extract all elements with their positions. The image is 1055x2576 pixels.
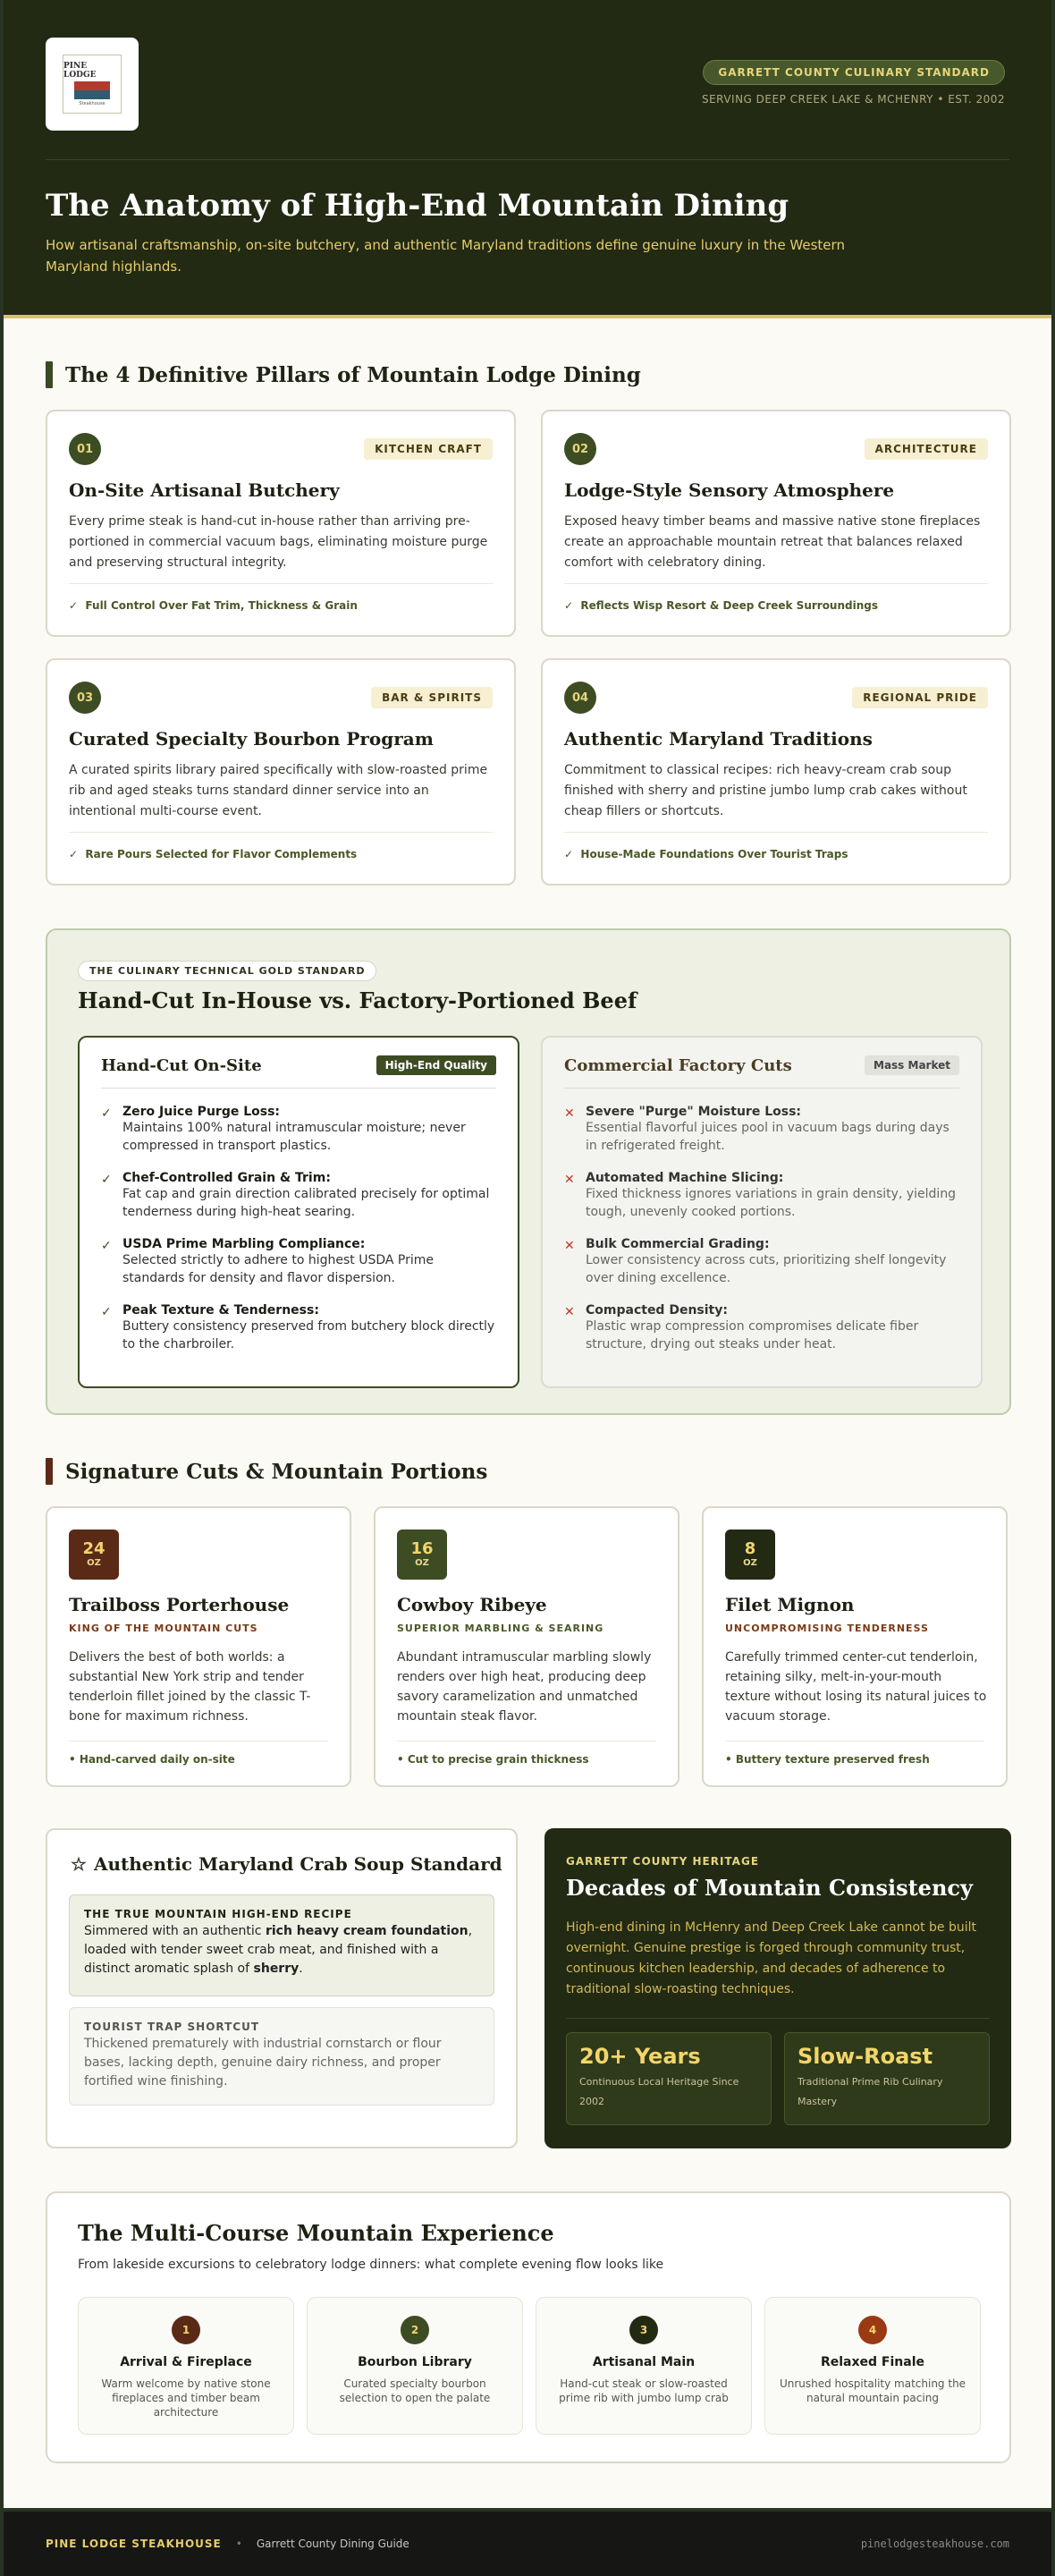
column-header [101, 1055, 496, 1089]
heritage-body: High-end dining in McHenry and Deep Creek Lake cannot be built overnight. Genuine prestige is forged through community trust, continuous kitchen leadership, and decades of adherence to traditional slow-roasting techniques. [566, 1920, 976, 1996]
cut-card [46, 1506, 351, 1787]
check-icon: ✓ [101, 1106, 112, 1121]
list-item [101, 1105, 496, 1155]
step-text: Warm welcome by native stone fireplaces and timber beam architecture [101, 2377, 271, 2419]
check-icon: ✓ [101, 1173, 112, 1187]
step-number: 4 [858, 2316, 887, 2344]
cuts-heading [46, 1458, 487, 1485]
pillar-number: 02 [564, 433, 596, 465]
footer-subtitle: Garrett County Dining Guide [256, 2538, 409, 2550]
experience-title: The Multi-Course Mountain Experience [78, 2220, 554, 2246]
stat-box [566, 2032, 772, 2125]
list-item [101, 1237, 496, 1287]
standard-badge: GARRETT COUNTY CULINARY STANDARD [703, 60, 1005, 85]
list-item [564, 1237, 959, 1287]
star-icon: ☆ [71, 1853, 87, 1875]
portion-unit: OZ [743, 1558, 757, 1568]
check-icon: ✓ [101, 1305, 112, 1319]
pillar-footnote-text: Reflects Wisp Resort & Deep Creek Surroundings [580, 599, 878, 612]
column-title: Commercial Factory Cuts [564, 1055, 792, 1075]
x-icon: ✕ [564, 1173, 575, 1187]
portion-badge [69, 1530, 119, 1580]
column-title: Hand-Cut On-Site [101, 1055, 262, 1075]
pillar-number: 03 [69, 682, 101, 714]
footer-brand: PINE LODGE STEAKHOUSE [46, 2538, 222, 2550]
pillar-tag: BAR & SPIRITS [371, 687, 493, 708]
footer-url-link[interactable]: pinelodgesteakhouse.com [860, 2538, 1009, 2550]
crab-soup-card [46, 1828, 518, 2148]
cut-title: Cowboy Ribeye [397, 1594, 547, 1615]
footer [4, 2508, 1051, 2576]
portion-badge [397, 1530, 447, 1580]
stat-value: 20+ Years [579, 2044, 701, 2069]
cut-title: Trailboss Porterhouse [69, 1594, 290, 1615]
true-recipe-text [84, 1922, 479, 1979]
pillar-footnote-text: House-Made Foundations Over Tourist Traps [580, 848, 848, 860]
text-segment: Simmered with an authentic [84, 1924, 266, 1938]
pillars-heading [46, 361, 641, 388]
x-icon: ✕ [564, 1239, 575, 1253]
portion-weight: 16 [410, 1539, 434, 1558]
portion-weight: 24 [82, 1539, 106, 1558]
pillar-divider [69, 583, 493, 584]
crab-soup-heading [71, 1853, 502, 1875]
item-text: Essential flavorful juices pool in vacuum bags during days in refrigerated freight. [586, 1121, 950, 1153]
item-text: Plastic wrap compression compromises delicate fiber structure, drying out steaks under heat. [586, 1319, 919, 1352]
pillar-footnote [69, 848, 357, 860]
step-text: Curated specialty bourbon selection to open the palate [339, 2377, 491, 2404]
pillar-card [46, 410, 516, 637]
cut-card [374, 1506, 679, 1787]
stat-box [784, 2032, 990, 2125]
pillar-tag: REGIONAL PRIDE [852, 687, 988, 708]
portion-weight: 8 [744, 1539, 756, 1558]
pillar-body: A curated spirits library paired specifically with slow-roasted prime rib and aged steaks turns standard dinner service into an intentional multi-course event. [69, 763, 488, 818]
tourist-trap-box [69, 2007, 494, 2106]
cut-footnote: • Hand-carved daily on-site [69, 1753, 235, 1766]
page-subtitle: How artisanal craftsmanship, on-site butchery, and authentic Maryland traditions define genuine luxury in the Western Maryland highlands. [46, 237, 845, 275]
item-heading: USDA Prime Marbling Compliance: [122, 1237, 366, 1251]
item-text: Selected strictly to adhere to highest USDA Prime standards for density and flavor dispersion. [122, 1253, 435, 1285]
check-icon: ✓ [564, 848, 581, 860]
item-heading: Peak Texture & Tenderness: [122, 1303, 319, 1318]
step-number: 1 [172, 2316, 200, 2344]
pillars-title: The 4 Definitive Pillars of Mountain Lodge Dining [65, 362, 641, 387]
cut-subtitle: SUPERIOR MARBLING & SEARING [397, 1623, 604, 1634]
standard-subtext: SERVING DEEP CREEK LAKE & MCHENRY • EST. 2002 [701, 93, 1005, 106]
true-recipe-box [69, 1894, 494, 1996]
cut-body: Delivers the best of both worlds: a substantial New York strip and tender tenderloin fillet joined by the classic T-bone for maximum richness. [69, 1650, 311, 1724]
pillar-footnote-text: Rare Pours Selected for Flavor Complements [85, 848, 358, 860]
cut-subtitle: UNCOMPROMISING TENDERNESS [725, 1623, 929, 1634]
comparison-badge: THE CULINARY TECHNICAL GOLD STANDARD [78, 961, 376, 981]
factory-cut-column [541, 1036, 983, 1388]
item-text: Fat cap and grain direction calibrated precisely for optimal tenderness during high-heat searing. [122, 1187, 490, 1219]
cut-footnote: • Buttery texture preserved fresh [725, 1753, 930, 1766]
comparison-title: Hand-Cut In-House vs. Factory-Portioned Beef [78, 987, 637, 1013]
item-text: Lower consistency across cuts, prioritizing shelf longevity over dining excellence. [586, 1253, 947, 1285]
pillar-title: Curated Specialty Bourbon Program [69, 728, 434, 750]
cuts-title: Signature Cuts & Mountain Portions [65, 1459, 488, 1484]
heritage-eyebrow: GARRETT COUNTY HERITAGE [566, 1855, 760, 1868]
x-icon: ✕ [564, 1305, 575, 1319]
pillar-footnote [69, 599, 358, 612]
page-title: The Anatomy of High-End Mountain Dining [46, 188, 789, 224]
item-heading: Automated Machine Slicing: [586, 1171, 784, 1185]
cut-body: Carefully trimmed center-cut tenderloin, retaining silky, melt-in-your-mouth texture without losing its natural juices to vacuum storage. [725, 1650, 987, 1724]
portion-unit: OZ [87, 1558, 101, 1568]
step-title: Relaxed Finale [820, 2355, 924, 2369]
logo-text: PINE LODGE [63, 62, 97, 80]
logo-subtext: Steakhouse [79, 101, 106, 106]
item-text: Maintains 100% natural intramuscular moisture; never compressed in transport plastics. [122, 1121, 466, 1153]
pillar-title: Authentic Maryland Traditions [564, 728, 873, 750]
step-text: Unrushed hospitality matching the natural mountain pacing [779, 2377, 966, 2404]
hand-cut-column [78, 1036, 519, 1388]
pillar-body: Commitment to classical recipes: rich heavy-cream crab soup finished with sherry and pristine jumbo lump crab cakes without cheap fillers or shortcuts. [564, 763, 967, 818]
stat-value: Slow-Roast [798, 2044, 933, 2069]
crab-soup-title: Authentic Maryland Crab Soup Standard [93, 1853, 502, 1875]
check-icon: ✓ [564, 599, 581, 612]
pillar-body: Exposed heavy timber beams and massive native stone fireplaces create an approachable mountain retreat that balances relaxed comfort with celebratory dining. [564, 514, 981, 570]
cut-subtitle: KING OF THE MOUNTAIN CUTS [69, 1623, 258, 1634]
cut-footnote: • Cut to precise grain thickness [397, 1753, 589, 1766]
logo[interactable] [46, 38, 139, 131]
pillar-card [541, 658, 1011, 886]
experience-subtitle: From lakeside excursions to celebratory lodge dinners: what complete evening flow looks like [78, 2258, 664, 2272]
experience-card [46, 2191, 1011, 2463]
experience-step [307, 2297, 523, 2435]
text-segment: . [299, 1962, 303, 1976]
step-text: Hand-cut steak or slow-roasted prime rib with jumbo lump crab [559, 2377, 729, 2404]
check-icon: ✓ [101, 1239, 112, 1253]
logo-mark [63, 55, 122, 114]
step-title: Artisanal Main [592, 2355, 696, 2369]
item-text: Buttery consistency preserved from butchery block directly to the charbroiler. [122, 1319, 495, 1352]
pillar-card [46, 658, 516, 886]
pillar-footnote [564, 848, 848, 860]
check-icon: ✓ [69, 848, 86, 860]
step-number: 3 [629, 2316, 658, 2344]
text-segment: , loaded with tender sweet crab meat, and finished with a distinct aromatic splash of [84, 1924, 473, 1976]
hero-header [4, 0, 1051, 318]
beef-comparison-panel [46, 928, 1011, 1415]
experience-step [536, 2297, 752, 2435]
heritage-card [544, 1828, 1011, 2148]
item-text: Fixed thickness ignores variations in grain density, yielding tough, unevenly cooked portions. [586, 1187, 957, 1219]
item-heading: Bulk Commercial Grading: [586, 1237, 770, 1251]
item-heading: Compacted Density: [586, 1303, 728, 1318]
hero-divider [46, 159, 1009, 160]
cut-card [702, 1506, 1008, 1787]
tourist-trap-text: Thickened prematurely with industrial cornstarch or flour bases, lacking depth, genuine dairy richness, and proper fortified wine finishing. [84, 2037, 442, 2089]
logo-lodge-icon [74, 81, 110, 99]
step-title: Bourbon Library [358, 2355, 472, 2369]
item-heading: Chef-Controlled Grain & Trim: [122, 1171, 331, 1185]
item-heading: Zero Juice Purge Loss: [122, 1105, 281, 1119]
highlight-sherry: sherry [253, 1962, 300, 1976]
list-item [564, 1105, 959, 1155]
portion-unit: OZ [415, 1558, 429, 1568]
portion-badge [725, 1530, 775, 1580]
list-item [564, 1171, 959, 1221]
pillar-title: Lodge-Style Sensory Atmosphere [564, 479, 895, 501]
pillar-number: 04 [564, 682, 596, 714]
list-item [101, 1303, 496, 1353]
pillar-tag: ARCHITECTURE [865, 438, 988, 460]
step-number: 2 [401, 2316, 429, 2344]
pillar-tag: KITCHEN CRAFT [364, 438, 493, 460]
stat-label: Continuous Local Heritage Since 2002 [579, 2076, 739, 2107]
experience-step [764, 2297, 981, 2435]
heritage-title: Decades of Mountain Consistency [566, 1875, 973, 1901]
column-header [564, 1055, 959, 1089]
pillar-title: On-Site Artisanal Butchery [69, 479, 340, 501]
quality-badge: High-End Quality [376, 1055, 496, 1075]
pillar-body: Every prime steak is hand-cut in-house rather than arriving pre-portioned in commercial vacuum bags, eliminating moisture purge and preserving structural integrity. [69, 514, 488, 570]
pillar-divider [564, 832, 988, 833]
pillar-number: 01 [69, 433, 101, 465]
footer-separator: • [235, 2538, 242, 2550]
x-icon: ✕ [564, 1106, 575, 1121]
list-item [101, 1171, 496, 1221]
market-badge: Mass Market [865, 1055, 959, 1075]
experience-step [78, 2297, 294, 2435]
heading-accent-bar [46, 1458, 53, 1485]
item-heading: Severe "Purge" Moisture Loss: [586, 1105, 802, 1119]
stat-label: Traditional Prime Rib Culinary Mastery [798, 2076, 943, 2107]
cut-body: Abundant intramuscular marbling slowly renders over high heat, producing deep savory caramelization and unmatched mountain steak flavor. [397, 1650, 652, 1724]
highlight-cream: rich heavy cream foundation [265, 1924, 468, 1938]
tourist-trap-label: TOURIST TRAP SHORTCUT [84, 2021, 260, 2033]
cut-title: Filet Mignon [725, 1594, 855, 1615]
step-title: Arrival & Fireplace [120, 2355, 252, 2369]
true-recipe-label: THE TRUE MOUNTAIN HIGH-END RECIPE [84, 1908, 352, 1920]
heading-accent-bar [46, 361, 53, 388]
pillar-divider [564, 583, 988, 584]
list-item [564, 1303, 959, 1353]
pillar-card [541, 410, 1011, 637]
pillar-divider [69, 832, 493, 833]
check-icon: ✓ [69, 599, 86, 612]
pillar-footnote [564, 599, 878, 612]
pillar-footnote-text: Full Control Over Fat Trim, Thickness & Grain [85, 599, 358, 612]
heritage-divider [566, 2018, 990, 2019]
